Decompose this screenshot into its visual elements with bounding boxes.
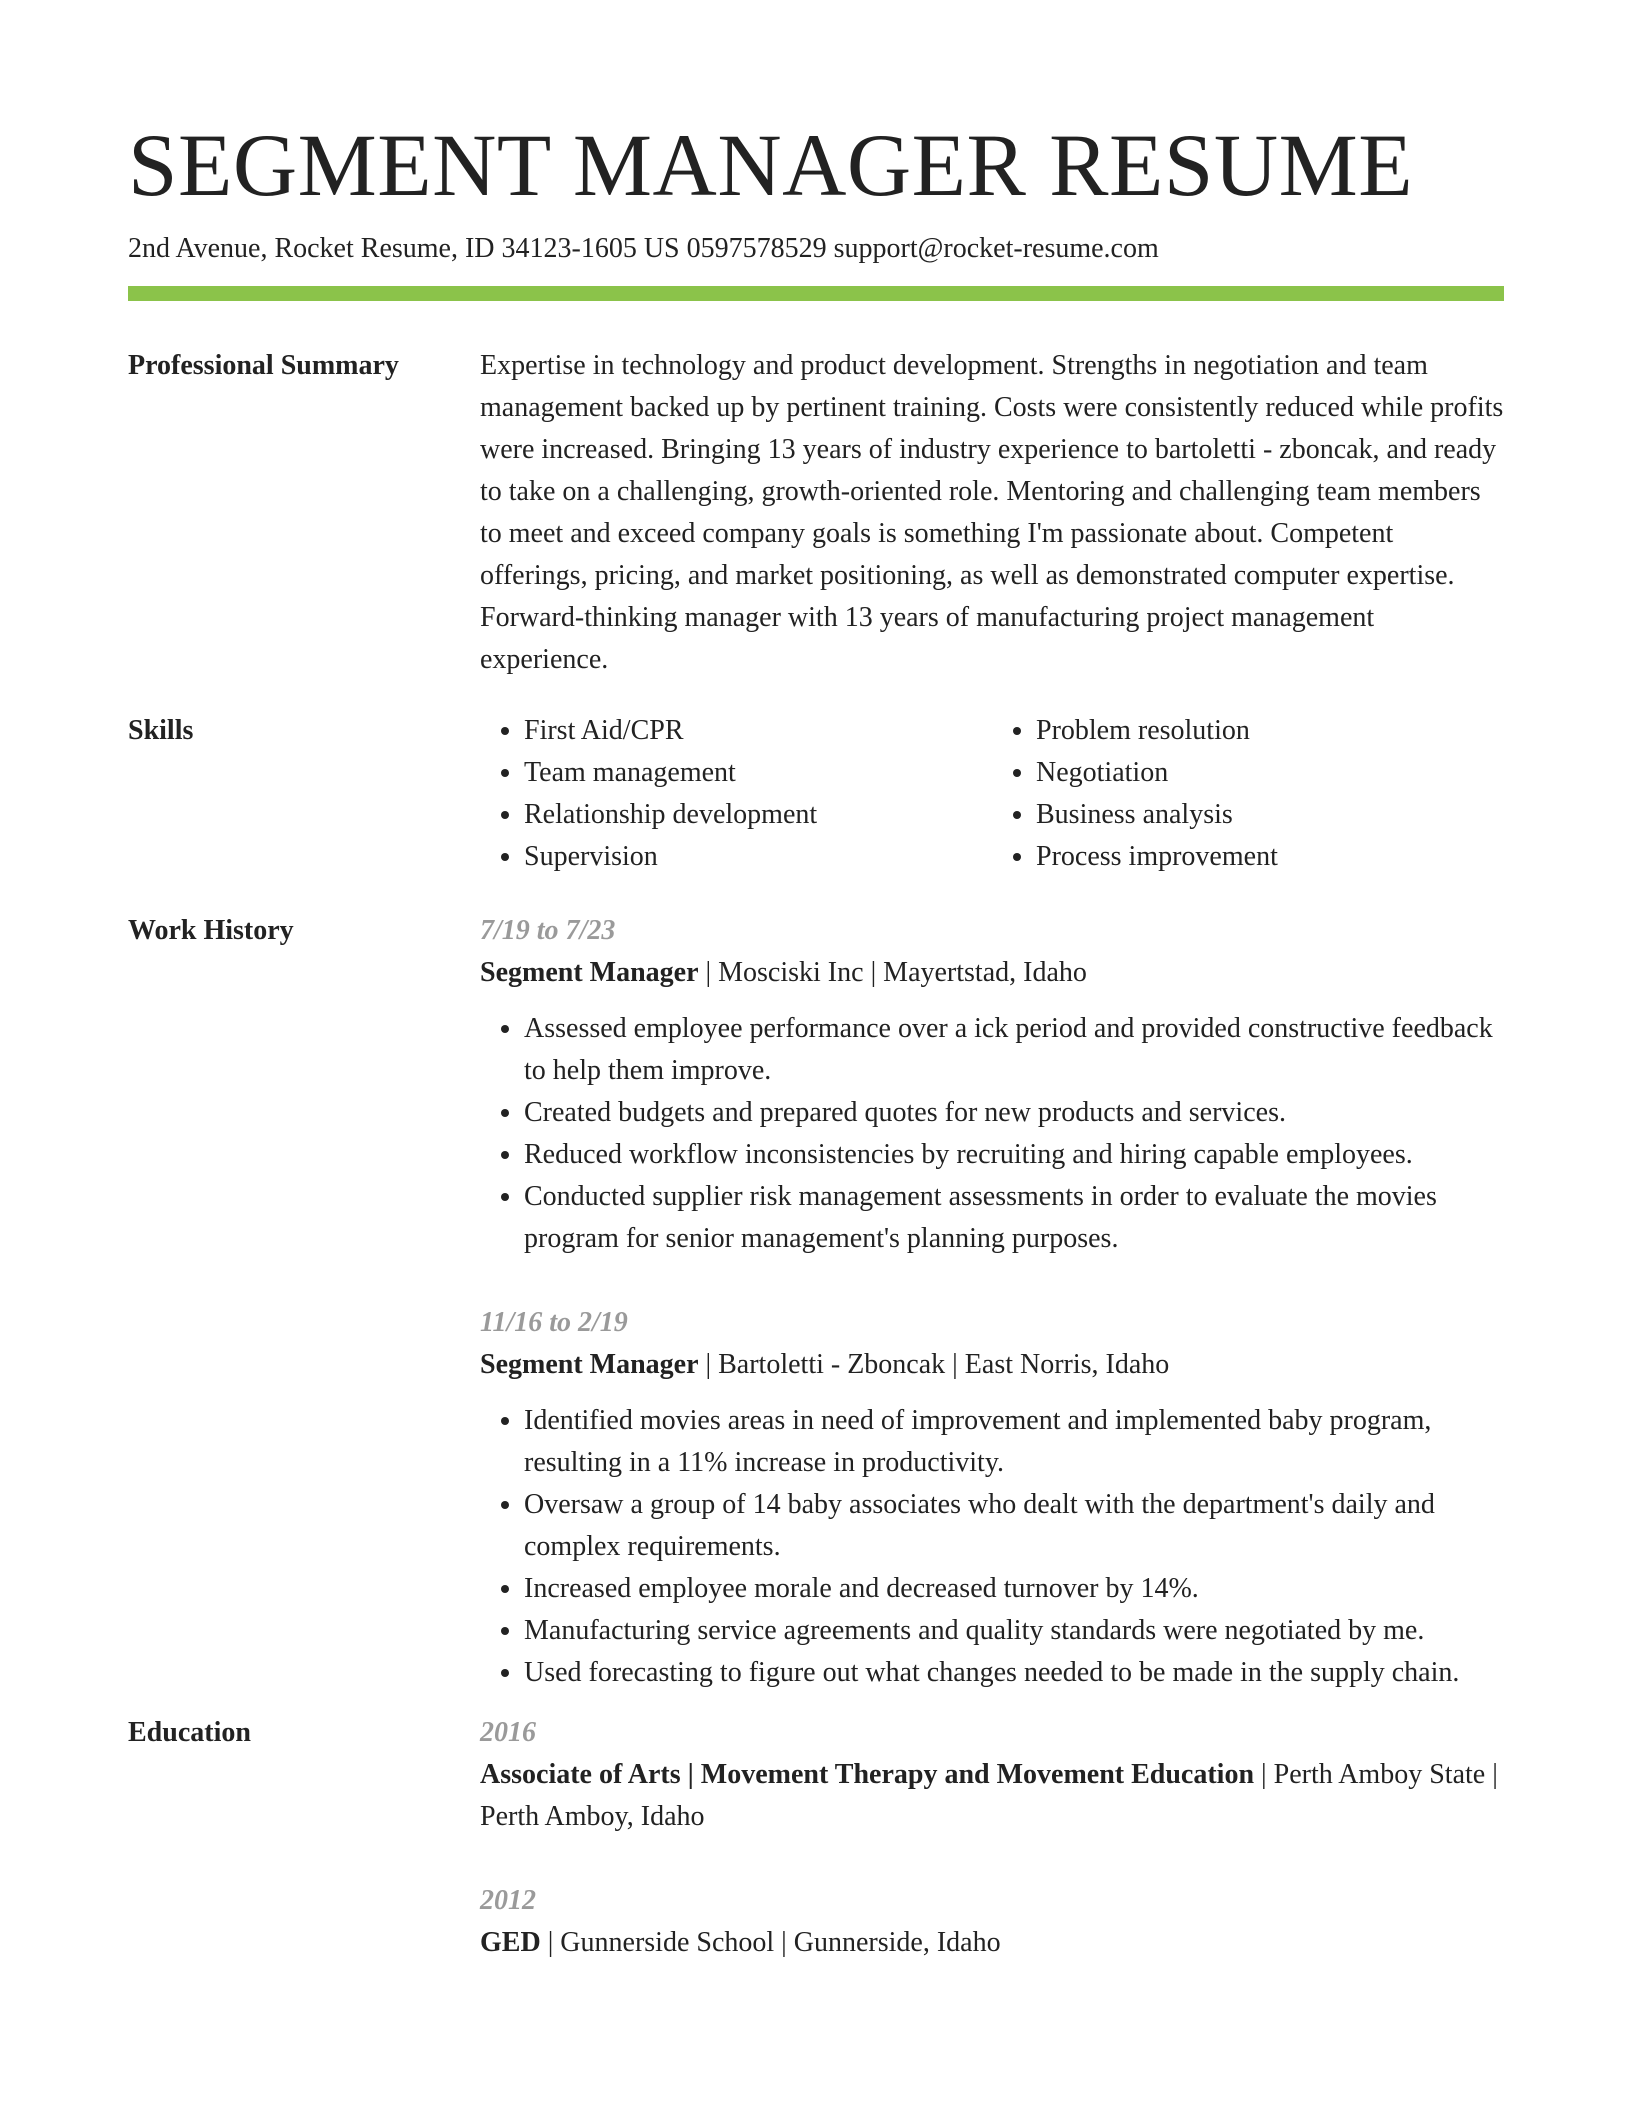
education-entry xyxy=(480,1712,1504,1838)
section-label: Education xyxy=(128,1717,251,1748)
job-bullet: • Manufacturing service agreements and quality standards were negotiated by me. xyxy=(524,1610,1504,1652)
job-company: Bartoletti - Zboncak xyxy=(718,1349,946,1380)
job-bullet: • Assessed employee performance over a ick period and provided constructive feedback to help them improve. xyxy=(524,1008,1504,1092)
education-heading xyxy=(480,1754,1504,1838)
job-bullet: • Increased employee morale and decreased turnover by 14%. xyxy=(524,1568,1504,1610)
job-location: Mayertstad, Idaho xyxy=(883,957,1087,988)
skill-item: • Process improvement xyxy=(1036,836,1504,878)
skill-item: • First Aid/CPR xyxy=(524,710,992,752)
job-bullet: • Used forecasting to figure out what changes needed to be made in the supply chain. xyxy=(524,1652,1504,1694)
skills-list-left xyxy=(480,710,992,878)
education-school: Gunnerside School xyxy=(560,1927,775,1958)
job-location: East Norris, Idaho xyxy=(964,1349,1170,1380)
section-label: Skills xyxy=(128,715,194,746)
job-bullet: • Reduced workflow inconsistencies by recruiting and hiring capable employees. xyxy=(524,1134,1504,1176)
education-year: 2012 xyxy=(480,1885,536,1916)
section-body xyxy=(480,345,1504,681)
education-location: Gunnerside, Idaho xyxy=(793,1927,1001,1958)
job-bullet: • Identified movies areas in need of improvement and implemented baby program, resulting in a 11% increase in productivity. xyxy=(524,1400,1504,1484)
education-degree: Associate of Arts | Movement Therapy and Movement Education xyxy=(480,1759,1255,1790)
skill-item: • Supervision xyxy=(524,836,992,878)
job-dates: 11/16 to 2/19 xyxy=(480,1307,628,1338)
education-year: 2016 xyxy=(480,1717,536,1748)
job-bullets xyxy=(480,1008,1504,1260)
contact-line: 2nd Avenue, Rocket Resume, ID 34123-1605 US 0597578529 support@rocket-resume.com xyxy=(128,233,1159,264)
separator: | xyxy=(952,1349,958,1380)
job-entry xyxy=(480,910,1504,1260)
job-bullet: • Oversaw a group of 14 baby associates who dealt with the department's daily and complex requirements. xyxy=(524,1484,1504,1568)
skills-columns xyxy=(480,710,1504,878)
summary-text: Expertise in technology and product development. Strengths in negotiation and team management backed up by pertinent training. Costs were consistently reduced while profits were increased. Bringing 13 years of industry experience to bartoletti - zboncak, and ready to take on a challenging, growth-oriented role. Mentoring and challenging team members to meet and exceed company goals is something I'm passionate about. Competent offerings, pricing, and market positioning, as well as demonstrated computer expertise. Forward-thinking manager with 13 years of manufacturing project management experience. xyxy=(480,350,1504,675)
job-bullet: • Created budgets and prepared quotes for new products and services. xyxy=(524,1092,1504,1134)
job-heading xyxy=(480,1344,1504,1386)
skill-item: • Team management xyxy=(524,752,992,794)
accent-divider xyxy=(128,286,1504,301)
job-heading xyxy=(480,952,1504,994)
separator: | xyxy=(870,957,877,988)
separator: | xyxy=(705,1349,712,1380)
resume-title: SEGMENT MANAGER RESUME xyxy=(128,117,1414,215)
education-entry xyxy=(480,1880,1504,1964)
section-label: Work History xyxy=(128,915,294,946)
education-location: Perth Amboy, Idaho xyxy=(480,1801,705,1832)
section-body xyxy=(480,910,1504,1736)
skill-item: • Problem resolution xyxy=(1036,710,1504,752)
separator: | xyxy=(1492,1759,1498,1790)
job-bullet: • Conducted supplier risk management assessments in order to evaluate the movies program for senior management's planning purposes. xyxy=(524,1176,1504,1260)
separator: | xyxy=(1261,1759,1267,1790)
section-body xyxy=(480,1712,1504,1964)
skill-item: • Relationship development xyxy=(524,794,992,836)
job-bullets xyxy=(480,1400,1504,1694)
section-label: Professional Summary xyxy=(128,350,399,381)
separator: | xyxy=(781,1927,787,1958)
job-dates: 7/19 to 7/23 xyxy=(480,915,616,946)
job-title: Segment Manager xyxy=(480,957,699,988)
skills-list-right xyxy=(992,710,1504,878)
skill-item: • Negotiation xyxy=(1036,752,1504,794)
job-entry xyxy=(480,1302,1504,1694)
job-title: Segment Manager xyxy=(480,1349,699,1380)
education-degree: GED xyxy=(480,1927,541,1958)
education-school: Perth Amboy State xyxy=(1273,1759,1486,1790)
separator: | xyxy=(705,957,712,988)
skill-item: • Business analysis xyxy=(1036,794,1504,836)
separator: | xyxy=(547,1927,554,1958)
job-company: Mosciski Inc xyxy=(718,957,864,988)
education-heading xyxy=(480,1922,1504,1964)
